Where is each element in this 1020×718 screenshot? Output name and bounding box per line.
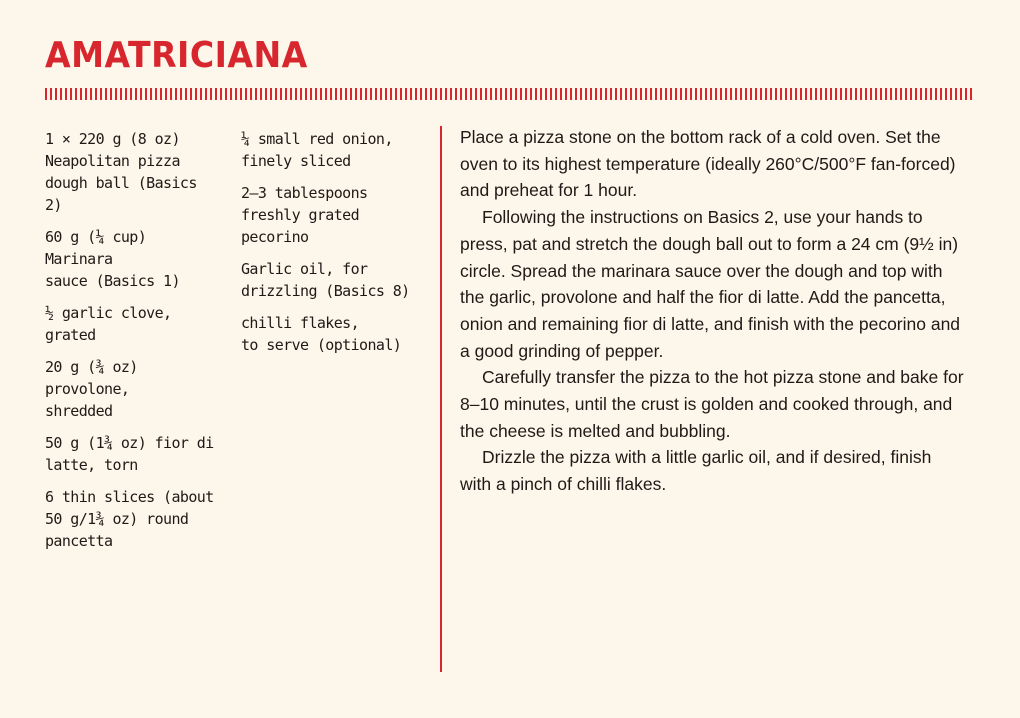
ingredient-item: chilli flakes, to serve (optional) [241,314,402,354]
method-paragraph: Drizzle the pizza with a little garlic oil, and if desired, finish with a pinch of chilli flakes. [460,447,932,495]
title-underline-rule [45,88,975,100]
column-divider [440,126,442,672]
method-paragraph: Carefully transfer the pizza to the hot pizza stone and bake for 8–10 minutes, until the crust is golden and cooked through, and the cheese is melted and bubbling. [460,367,964,441]
ingredient-item: Garlic oil, for drizzling (Basics 8) [241,260,410,300]
ingredient-item: 20 g (¾ oz) provolone, shredded [45,358,138,420]
method-text [460,124,965,498]
ingredient-item: 1 × 220 g (8 oz) Neapolitan pizza dough ball (Basics 2) [45,130,197,214]
method-paragraph: Following the instructions on Basics 2, use your hands to press, pat and stretch the dough ball out to form a 24 cm (9½ in) circle. Spread the marinara sauce over the dough and top with the garlic, provolone and half the fior di latte. Add the pancetta, onion and remaining fior di latte, and finish with the pecorino and a good grinding of pepper. [460,207,961,361]
ingredients-column-1 [45,128,221,562]
ingredient-item: 60 g (¼ cup) Marinara sauce (Basics 1) [45,228,180,290]
ingredient-item: 2–3 tablespoons freshly grated pecorino [241,184,368,246]
ingredient-item: 50 g (1¾ oz) fior di latte, torn [45,434,214,474]
method-paragraph: Place a pizza stone on the bottom rack of a cold oven. Set the oven to its highest temperature (ideally 260°C/500°F fan-forced) and preheat for 1 hour. [460,127,956,201]
ingredient-item: ¼ small red onion, finely sliced [241,130,393,170]
ingredients-column-2 [241,128,417,562]
ingredients-list [45,128,425,562]
recipe-title: AMATRICIANA [45,35,308,76]
ingredient-item: 6 thin slices (about 50 g/1¾ oz) round pancetta [45,488,214,550]
ingredient-item: ½ garlic clove, grated [45,304,172,344]
